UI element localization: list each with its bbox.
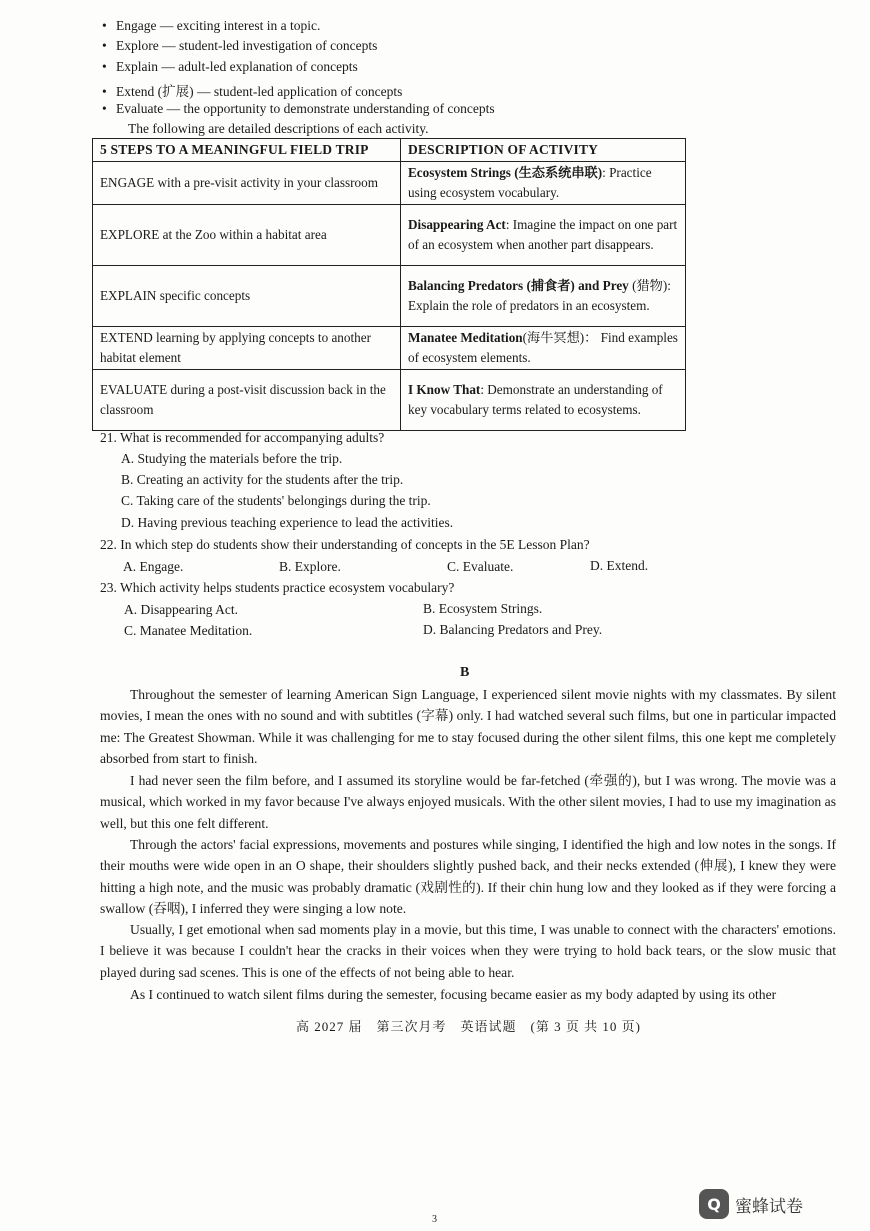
activity-desc: : Demonstrate an understanding of key vocabulary terms related to ecosystems.	[408, 382, 663, 417]
passage-paragraph-3: Through the actors' facial expressions, movements and postures while singing, I identified the high and low notes in the songs. If their mouths were wide open in an O shape, their shoulders slightly pushed back, and their necks extended (伸展), I knew they were hitting a high note, and the music was probably dramatic (戏剧性的). If their chin hung low and they looked as if they were forcing a swallow (吞咽), I inferred they were singing a low note.	[100, 837, 836, 917]
bullet-term: Explain	[116, 59, 158, 74]
passage-paragraph-5: As I continued to watch silent films during the semester, focusing became easier as my body adapted by using its other	[130, 987, 777, 1002]
question-21-option-a[interactable]: A. Studying the materials before the trip.	[121, 451, 343, 466]
table-header-steps: 5 STEPS TO A MEANINGFUL FIELD TRIP	[93, 139, 401, 162]
activity-cell	[401, 162, 686, 205]
activity-name: Manatee Meditation	[408, 330, 523, 345]
activity-cell	[401, 266, 686, 327]
step-cell: EXPLORE at the Zoo within a habitat area	[93, 205, 401, 266]
activity-name: I Know That	[408, 382, 481, 397]
watermark-logo	[699, 1189, 803, 1219]
activity-desc: : Imagine the impact on one part of an ecosystem when another part disappears.	[408, 217, 678, 252]
step-cell: EVALUATE during a post-visit discussion back in the classroom	[93, 370, 401, 431]
page-footer: 高 2027 届 第三次月考 英语试题 (第 3 页 共 10 页)	[296, 1019, 641, 1034]
passage-paragraph-1: Throughout the semester of learning American Sign Language, I experienced silent movie nights with my classmates. By silent movies, I mean the ones with no sound and with subtitles (字幕) only. I had watched several such films, but one in particular impacted me: The Greatest Showman. While it was challenging for me to stay focused during the other silent films, this one kept me completely absorbed from start to finish.	[100, 687, 836, 767]
page-number: 3	[432, 1214, 437, 1225]
question-21-stem: 21. What is recommended for accompanying adults?	[100, 430, 385, 445]
activity-desc: (海牛冥想)： Find examples of ecosystem elements.	[408, 330, 678, 365]
bullet-term: Engage	[116, 18, 157, 33]
bullet-desc: student-led investigation of concepts	[179, 38, 378, 53]
bullet-evaluate: • Evaluate — the opportunity to demonstrate understanding of concepts	[102, 101, 495, 116]
question-21-option-b[interactable]: B. Creating an activity for the students after the trip.	[121, 472, 404, 487]
table-row	[93, 205, 686, 266]
bullet-desc: exciting interest in a topic.	[176, 18, 321, 33]
watermark-text: 蜜蜂试卷	[735, 1196, 803, 1217]
question-23-option-d[interactable]: D. Balancing Predators and Prey.	[423, 622, 603, 637]
table-header-row	[93, 139, 686, 162]
question-23-option-c[interactable]: C. Manatee Meditation.	[124, 623, 253, 638]
step-cell: EXTEND learning by applying concepts to another habitat element	[93, 327, 401, 370]
activity-cell	[401, 327, 686, 370]
activity-name: Ecosystem Strings (生态系统串联)	[408, 165, 603, 180]
activity-desc: : Practice using ecosystem vocabulary.	[408, 165, 652, 200]
bullet-extend: • Extend (扩展) — student-led application of concepts	[102, 84, 403, 99]
activity-name: Balancing Predators (捕食者) and Prey	[408, 278, 629, 293]
bullet-explore: • Explore — student-led investigation of concepts	[102, 38, 378, 53]
question-22-option-d[interactable]: D. Extend.	[590, 558, 649, 573]
bullet-desc: student-led application of concepts	[213, 84, 403, 99]
activity-desc: (猎物): Explain the role of predators in an ecosystem.	[408, 278, 671, 313]
table-intro: The following are detailed descriptions of each activity.	[128, 121, 429, 136]
honeybee-logo-icon: Q	[699, 1189, 729, 1219]
bullet-dot-icon: •	[102, 38, 107, 53]
table-row	[93, 162, 686, 205]
bullet-desc: adult-led explanation of concepts	[178, 59, 358, 74]
activity-name: Disappearing Act	[408, 217, 506, 232]
question-22-option-b[interactable]: B. Explore.	[279, 559, 341, 574]
step-cell: EXPLAIN specific concepts	[93, 266, 401, 327]
table-row	[93, 266, 686, 327]
question-21-option-c[interactable]: C. Taking care of the students' belongings during the trip.	[121, 493, 431, 508]
bullet-explain: • Explain — adult-led explanation of concepts	[102, 59, 358, 74]
bullet-engage: • Engage — exciting interest in a topic.	[102, 18, 321, 33]
bullet-desc: the opportunity to demonstrate understanding of concepts	[183, 101, 495, 116]
question-22-option-c[interactable]: C. Evaluate.	[447, 559, 514, 574]
bullet-term: Extend (扩展)	[116, 84, 194, 99]
passage-paragraph-4: Usually, I get emotional when sad moments play in a movie, but this time, I was unable to connect with the characters' emotions. I believe it was because I couldn't hear the cracks in their voices when they were trying to hold back tears, or the slow music that played during sad scenes. This is one of the effects of not being able to hear.	[100, 922, 836, 980]
table-header-description: DESCRIPTION OF ACTIVITY	[401, 139, 686, 162]
question-22-option-a[interactable]: A. Engage.	[123, 559, 184, 574]
section-label: B	[460, 665, 470, 680]
field-trip-table	[92, 138, 686, 431]
bullet-term: Evaluate	[116, 101, 164, 116]
question-23-stem: 23. Which activity helps students practice ecosystem vocabulary?	[100, 580, 455, 595]
bullet-dot-icon: •	[102, 101, 107, 116]
activity-cell	[401, 370, 686, 431]
question-22-stem: 22. In which step do students show their understanding of concepts in the 5E Lesson Plan?	[100, 537, 590, 552]
table-row	[93, 327, 686, 370]
question-23-option-a[interactable]: A. Disappearing Act.	[124, 602, 238, 617]
passage-paragraph-2: I had never seen the film before, and I assumed its storyline would be far-fetched (牵强的), but I was wrong. The movie was a musical, which worked in my favor because I've always enjoyed musicals. With the other silent movies, I had to use my imagination as well, but this one felt different.	[100, 773, 836, 831]
bullet-dot-icon: •	[102, 18, 107, 33]
activity-cell	[401, 205, 686, 266]
question-21-option-d[interactable]: D. Having previous teaching experience to lead the activities.	[121, 515, 454, 530]
question-23-option-b[interactable]: B. Ecosystem Strings.	[423, 601, 543, 616]
table-row	[93, 370, 686, 431]
bullet-dot-icon: •	[102, 84, 107, 99]
step-cell: ENGAGE with a pre-visit activity in your classroom	[93, 162, 401, 205]
bullet-term: Explore	[116, 38, 159, 53]
bullet-dot-icon: •	[102, 59, 107, 74]
